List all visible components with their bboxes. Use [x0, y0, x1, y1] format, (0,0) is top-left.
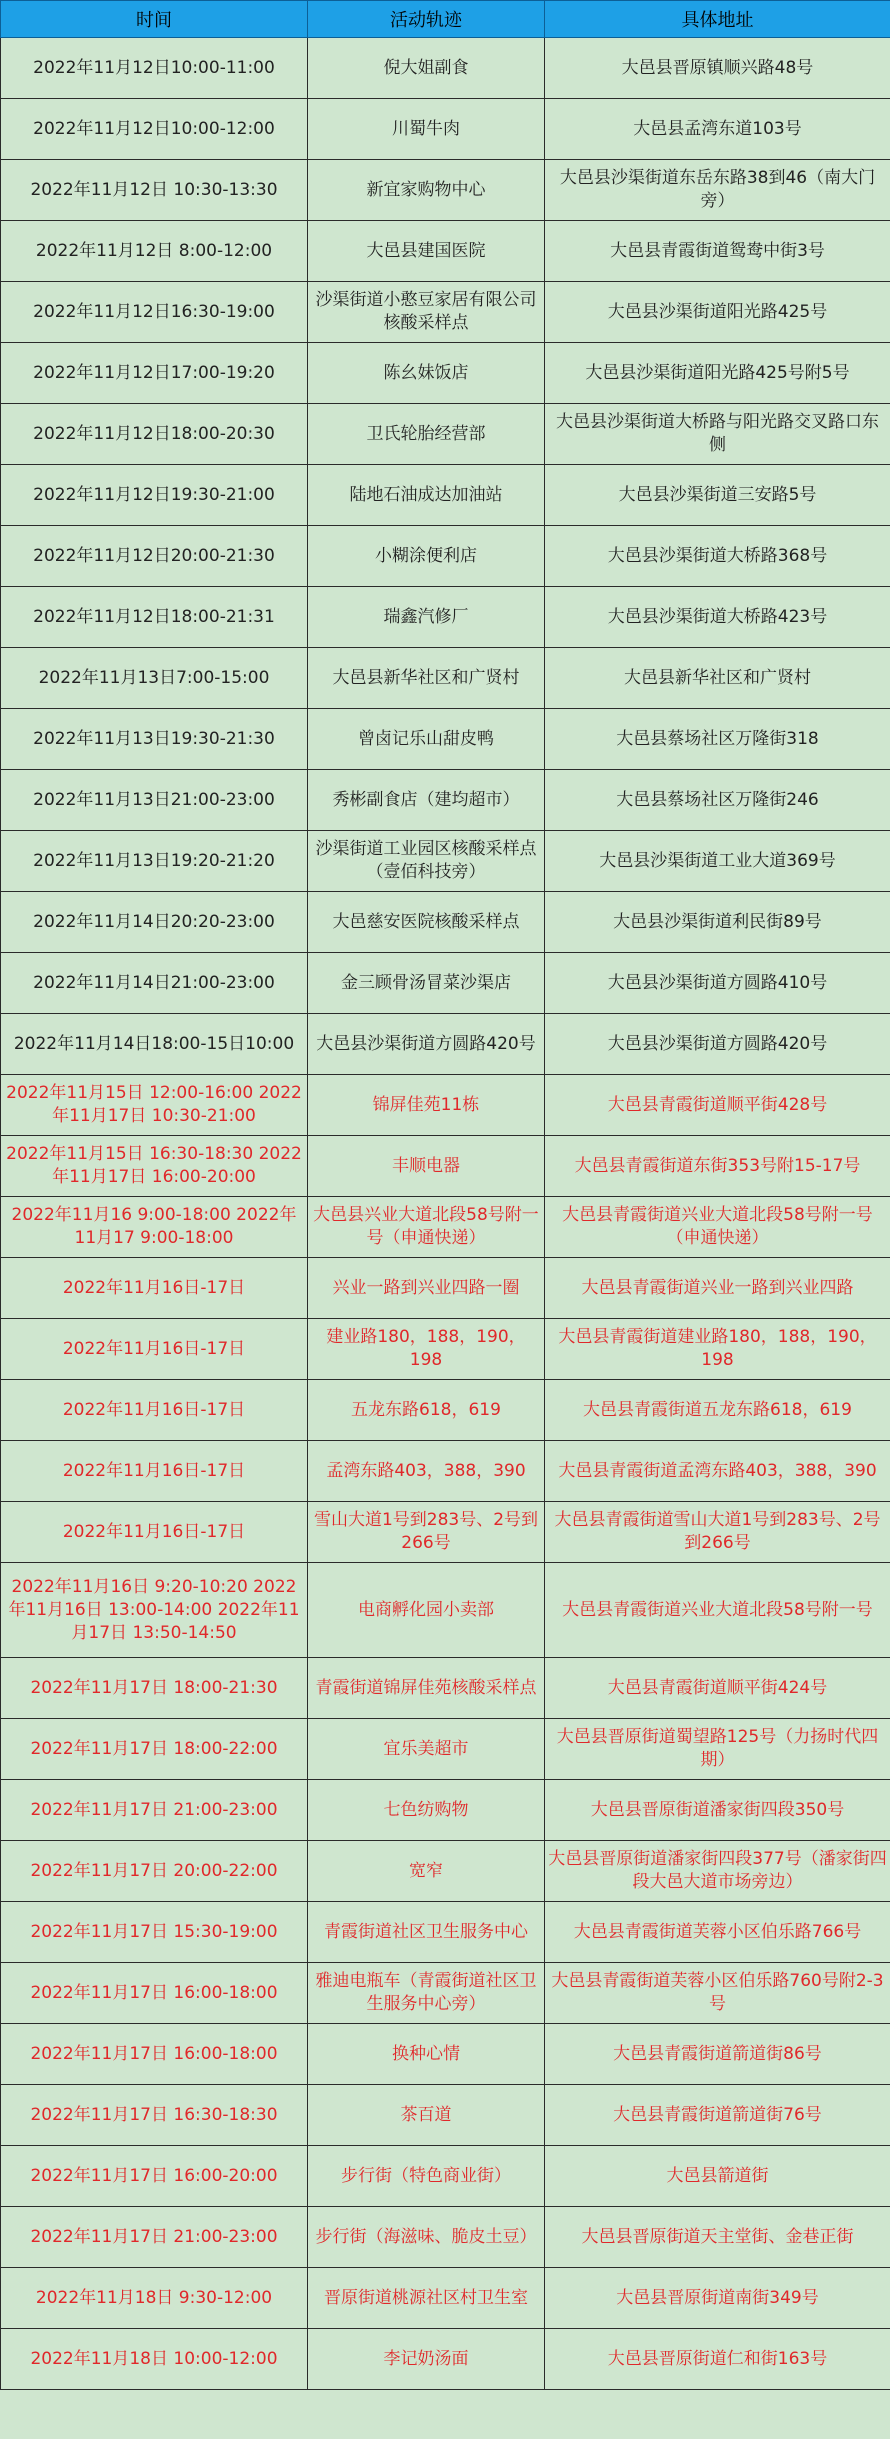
activity-cell: 青霞街道锦屏佳苑核酸采样点 [308, 1658, 545, 1719]
activity-cell: 大邑县兴业大道北段58号附一号（申通快递） [308, 1197, 545, 1258]
table-row [1, 1719, 890, 1780]
time-cell: 2022年11月17日 16:00-20:00 [1, 2146, 308, 2207]
time-cell: 2022年11月17日 18:00-21:30 [1, 1658, 308, 1719]
activity-cell: 大邑县沙渠街道方圆路420号 [308, 1014, 545, 1075]
time-cell: 2022年11月12日 10:30-13:30 [1, 160, 308, 221]
time-cell: 2022年11月17日 16:30-18:30 [1, 2085, 308, 2146]
time-cell: 2022年11月12日10:00-11:00 [1, 38, 308, 99]
address-cell: 大邑县青霞街道芙蓉小区伯乐路766号 [545, 1902, 890, 1963]
table-footer-space [0, 2390, 890, 2430]
address-cell: 大邑县青霞街道顺平街424号 [545, 1658, 890, 1719]
activity-cell: 小糊涂便利店 [308, 526, 545, 587]
activity-cell: 步行街（海滋味、脆皮土豆） [308, 2207, 545, 2268]
address-cell: 大邑县晋原镇顺兴路48号 [545, 38, 890, 99]
table-row [1, 1319, 890, 1380]
activity-cell: 金三顾骨汤冒菜沙渠店 [308, 953, 545, 1014]
address-cell: 大邑县沙渠街道东岳东路38到46（南大门旁） [545, 160, 890, 221]
activity-cell: 秀彬副食店（建均超市） [308, 770, 545, 831]
table-row [1, 221, 890, 282]
activity-cell: 青霞街道社区卫生服务中心 [308, 1902, 545, 1963]
table-row [1, 587, 890, 648]
address-cell: 大邑县青霞街道雪山大道1号到283号、2号到266号 [545, 1502, 890, 1563]
table-row [1, 953, 890, 1014]
activity-cell: 宜乐美超市 [308, 1719, 545, 1780]
time-cell: 2022年11月16日-17日 [1, 1502, 308, 1563]
activity-cell: 雪山大道1号到283号、2号到266号 [308, 1502, 545, 1563]
address-cell: 大邑县箭道街 [545, 2146, 890, 2207]
activity-cell: 锦屏佳苑11栋 [308, 1075, 545, 1136]
table-row [1, 2329, 890, 2390]
time-cell: 2022年11月15日 12:00-16:00 2022年11月17日 10:30-21:00 [1, 1075, 308, 1136]
header-row [1, 1, 890, 38]
address-cell: 大邑县沙渠街道利民街89号 [545, 892, 890, 953]
address-cell: 大邑县青霞街道鸳鸯中街3号 [545, 221, 890, 282]
table-row [1, 343, 890, 404]
header-time: 时间 [1, 1, 308, 38]
table-row [1, 1136, 890, 1197]
time-cell: 2022年11月12日18:00-20:30 [1, 404, 308, 465]
activity-cell: 陆地石油成达加油站 [308, 465, 545, 526]
time-cell: 2022年11月16日 9:20-10:20 2022年11月16日 13:00-14:00 2022年11月17日 13:50-14:50 [1, 1563, 308, 1658]
time-cell: 2022年11月17日 16:00-18:00 [1, 1963, 308, 2024]
time-cell: 2022年11月15日 16:30-18:30 2022年11月17日 16:00-20:00 [1, 1136, 308, 1197]
table-row [1, 2146, 890, 2207]
time-cell: 2022年11月14日20:20-23:00 [1, 892, 308, 953]
address-cell: 大邑县沙渠街道方圆路410号 [545, 953, 890, 1014]
table-row [1, 831, 890, 892]
address-cell: 大邑县青霞街道兴业大道北段58号附一号 [545, 1563, 890, 1658]
address-cell: 大邑县青霞街道东街353号附15-17号 [545, 1136, 890, 1197]
activity-cell: 曾卤记乐山甜皮鸭 [308, 709, 545, 770]
table-row [1, 1780, 890, 1841]
table-row [1, 892, 890, 953]
activity-cell: 孟湾东路403，388，390 [308, 1441, 545, 1502]
table-row [1, 1014, 890, 1075]
time-cell: 2022年11月13日21:00-23:00 [1, 770, 308, 831]
activity-cell: 沙渠街道工业园区核酸采样点（壹佰科技旁） [308, 831, 545, 892]
table-row [1, 2085, 890, 2146]
activity-cell: 步行街（特色商业街） [308, 2146, 545, 2207]
table-row [1, 1258, 890, 1319]
table-row [1, 770, 890, 831]
time-cell: 2022年11月13日19:30-21:30 [1, 709, 308, 770]
table-row [1, 1963, 890, 2024]
activity-cell: 倪大姐副食 [308, 38, 545, 99]
address-cell: 大邑县青霞街道兴业大道北段58号附一号（申通快递） [545, 1197, 890, 1258]
address-cell: 大邑县沙渠街道工业大道369号 [545, 831, 890, 892]
time-cell: 2022年11月17日 15:30-19:00 [1, 1902, 308, 1963]
time-cell: 2022年11月16 9:00-18:00 2022年11月17 9:00-18:00 [1, 1197, 308, 1258]
address-cell: 大邑县晋原街道蜀望路125号（力扬时代四期） [545, 1719, 890, 1780]
address-cell: 大邑县青霞街道孟湾东路403，388，390 [545, 1441, 890, 1502]
table-row [1, 526, 890, 587]
address-cell: 大邑县沙渠街道大桥路368号 [545, 526, 890, 587]
activity-cell: 换种心情 [308, 2024, 545, 2085]
time-cell: 2022年11月17日 21:00-23:00 [1, 1780, 308, 1841]
activity-cell: 兴业一路到兴业四路一圈 [308, 1258, 545, 1319]
table-row [1, 1441, 890, 1502]
time-cell: 2022年11月12日 8:00-12:00 [1, 221, 308, 282]
time-cell: 2022年11月13日19:20-21:20 [1, 831, 308, 892]
table-row [1, 2024, 890, 2085]
activity-cell: 晋原街道桃源社区村卫生室 [308, 2268, 545, 2329]
address-cell: 大邑县沙渠街道大桥路423号 [545, 587, 890, 648]
header-address: 具体地址 [545, 1, 890, 38]
address-cell: 大邑县晋原街道仁和街163号 [545, 2329, 890, 2390]
address-cell: 大邑县青霞街道兴业一路到兴业四路 [545, 1258, 890, 1319]
table-row [1, 404, 890, 465]
time-cell: 2022年11月18日 10:00-12:00 [1, 2329, 308, 2390]
activity-cell: 电商孵化园小卖部 [308, 1563, 545, 1658]
header-activity: 活动轨迹 [308, 1, 545, 38]
activity-cell: 大邑慈安医院核酸采样点 [308, 892, 545, 953]
address-cell: 大邑县沙渠街道阳光路425号附5号 [545, 343, 890, 404]
activity-cell: 卫氏轮胎经营部 [308, 404, 545, 465]
activity-cell: 七色纺购物 [308, 1780, 545, 1841]
activity-cell: 大邑县新华社区和广贤村 [308, 648, 545, 709]
time-cell: 2022年11月16日-17日 [1, 1380, 308, 1441]
address-cell: 大邑县晋原街道南街349号 [545, 2268, 890, 2329]
table-row [1, 1380, 890, 1441]
table-row [1, 1902, 890, 1963]
address-cell: 大邑县青霞街道箭道街76号 [545, 2085, 890, 2146]
time-cell: 2022年11月12日10:00-12:00 [1, 99, 308, 160]
time-cell: 2022年11月17日 21:00-23:00 [1, 2207, 308, 2268]
table-row [1, 465, 890, 526]
activity-cell: 丰顺电器 [308, 1136, 545, 1197]
address-cell: 大邑县沙渠街道阳光路425号 [545, 282, 890, 343]
address-cell: 大邑县新华社区和广贤村 [545, 648, 890, 709]
address-cell: 大邑县沙渠街道大桥路与阳光路交叉路口东侧 [545, 404, 890, 465]
time-cell: 2022年11月12日18:00-21:31 [1, 587, 308, 648]
table-row [1, 1502, 890, 1563]
time-cell: 2022年11月16日-17日 [1, 1319, 308, 1380]
address-cell: 大邑县沙渠街道三安路5号 [545, 465, 890, 526]
activity-cell: 川蜀牛肉 [308, 99, 545, 160]
time-cell: 2022年11月16日-17日 [1, 1258, 308, 1319]
activity-cell: 陈幺妹饭店 [308, 343, 545, 404]
address-cell: 大邑县蔡场社区万隆街246 [545, 770, 890, 831]
time-cell: 2022年11月12日20:00-21:30 [1, 526, 308, 587]
table-row [1, 1563, 890, 1658]
time-cell: 2022年11月17日 20:00-22:00 [1, 1841, 308, 1902]
time-cell: 2022年11月17日 18:00-22:00 [1, 1719, 308, 1780]
activity-cell: 五龙东路618，619 [308, 1380, 545, 1441]
table-row [1, 1075, 890, 1136]
table-row [1, 1658, 890, 1719]
address-cell: 大邑县孟湾东道103号 [545, 99, 890, 160]
address-cell: 大邑县蔡场社区万隆街318 [545, 709, 890, 770]
activity-cell: 大邑县建国医院 [308, 221, 545, 282]
time-cell: 2022年11月17日 16:00-18:00 [1, 2024, 308, 2085]
address-cell: 大邑县晋原街道潘家街四段350号 [545, 1780, 890, 1841]
address-cell: 大邑县青霞街道箭道街86号 [545, 2024, 890, 2085]
table-row [1, 38, 890, 99]
activity-cell: 沙渠街道小憨豆家居有限公司核酸采样点 [308, 282, 545, 343]
table-row [1, 160, 890, 221]
activity-cell: 茶百道 [308, 2085, 545, 2146]
table-row [1, 2207, 890, 2268]
activity-cell: 宽窄 [308, 1841, 545, 1902]
address-cell: 大邑县青霞街道芙蓉小区伯乐路760号附2-3号 [545, 1963, 890, 2024]
address-cell: 大邑县晋原街道天主堂街、金巷正街 [545, 2207, 890, 2268]
time-cell: 2022年11月12日19:30-21:00 [1, 465, 308, 526]
time-cell: 2022年11月13日7:00-15:00 [1, 648, 308, 709]
time-cell: 2022年11月16日-17日 [1, 1441, 308, 1502]
table-row [1, 2268, 890, 2329]
address-cell: 大邑县沙渠街道方圆路420号 [545, 1014, 890, 1075]
activity-cell: 雅迪电瓶车（青霞街道社区卫生服务中心旁） [308, 1963, 545, 2024]
table-row [1, 282, 890, 343]
address-cell: 大邑县晋原街道潘家街四段377号（潘家街四段大邑大道市场旁边） [545, 1841, 890, 1902]
table-row [1, 1197, 890, 1258]
time-cell: 2022年11月12日17:00-19:20 [1, 343, 308, 404]
time-cell: 2022年11月14日18:00-15日10:00 [1, 1014, 308, 1075]
address-cell: 大邑县青霞街道建业路180，188，190，198 [545, 1319, 890, 1380]
activity-cell: 新宜家购物中心 [308, 160, 545, 221]
activity-cell: 李记奶汤面 [308, 2329, 545, 2390]
time-cell: 2022年11月14日21:00-23:00 [1, 953, 308, 1014]
table-row [1, 1841, 890, 1902]
time-cell: 2022年11月12日16:30-19:00 [1, 282, 308, 343]
table-row [1, 709, 890, 770]
activity-cell: 建业路180，188，190，198 [308, 1319, 545, 1380]
table-body [1, 38, 890, 2390]
address-cell: 大邑县青霞街道顺平街428号 [545, 1075, 890, 1136]
table-row [1, 648, 890, 709]
table-row [1, 99, 890, 160]
address-cell: 大邑县青霞街道五龙东路618，619 [545, 1380, 890, 1441]
activity-cell: 瑞鑫汽修厂 [308, 587, 545, 648]
time-cell: 2022年11月18日 9:30-12:00 [1, 2268, 308, 2329]
